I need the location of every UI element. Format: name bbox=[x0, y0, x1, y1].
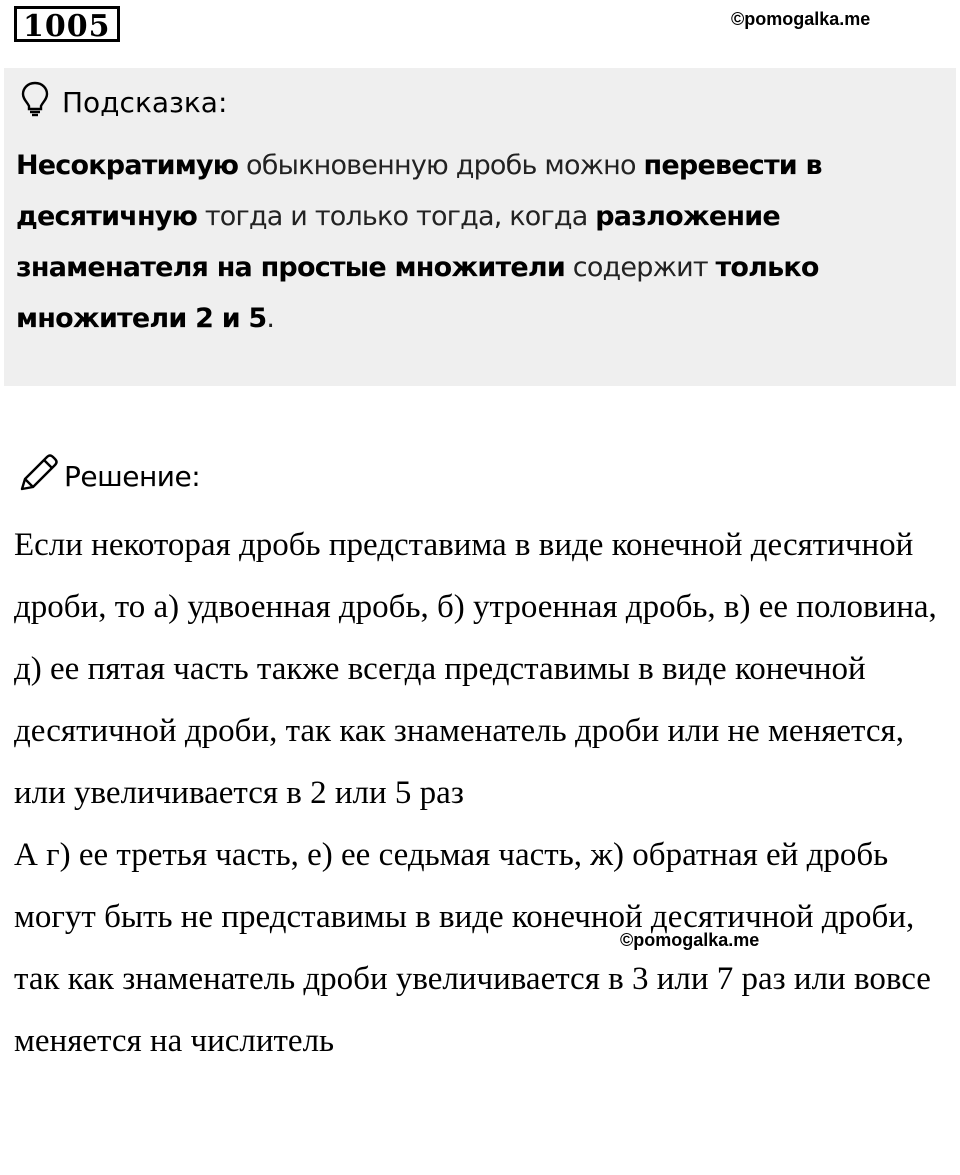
solution-header bbox=[16, 454, 200, 498]
hint-segment: содержит bbox=[565, 252, 716, 283]
watermark-middle: ©pomogalka.me bbox=[620, 930, 760, 950]
solution-text bbox=[14, 514, 944, 1072]
problem-number: 1005 bbox=[14, 6, 120, 42]
hint-title: Подсказка: bbox=[62, 85, 228, 119]
lightbulb-icon bbox=[20, 81, 62, 124]
solution-paragraph: А г) ее третья часть, е) ее седьмая часть, ж) обратная ей дробь могут быть не представимы в виде конечной десятичной дроби, так как знаменатель дроби увеличивается в 3 или 7 раз или вовсе меняется на числитель bbox=[14, 837, 931, 1059]
solution-paragraph: Если некоторая дробь представима в виде конечной десятичной дроби, то а) удвоенная дробь, б) утроенная дробь, в) ее половина, д) ее пятая часть также всегда представимы в виде конечной десятичной дроби, так как знаменатель дроби или не меняется, или увеличивается в 2 или 5 раз bbox=[14, 527, 937, 811]
hint-box bbox=[4, 68, 956, 386]
watermark-top: ©pomogalka.me bbox=[731, 9, 871, 29]
hint-segment: перевести в десятичную bbox=[16, 150, 822, 232]
hint-header bbox=[20, 82, 227, 122]
solution-title: Решение: bbox=[64, 459, 201, 493]
hint-text bbox=[16, 140, 916, 344]
hint-segment: разложение знаменателя на простые множители bbox=[16, 201, 780, 283]
hint-segment: только множители 2 и 5 bbox=[16, 252, 819, 334]
hint-segment: Несократимую bbox=[16, 150, 239, 181]
hint-segment: . bbox=[266, 303, 275, 334]
hint-segment: тогда и только тогда, когда bbox=[197, 201, 596, 232]
hint-segment: обыкновенную дробь можно bbox=[238, 150, 644, 181]
pencil-icon bbox=[16, 453, 64, 500]
